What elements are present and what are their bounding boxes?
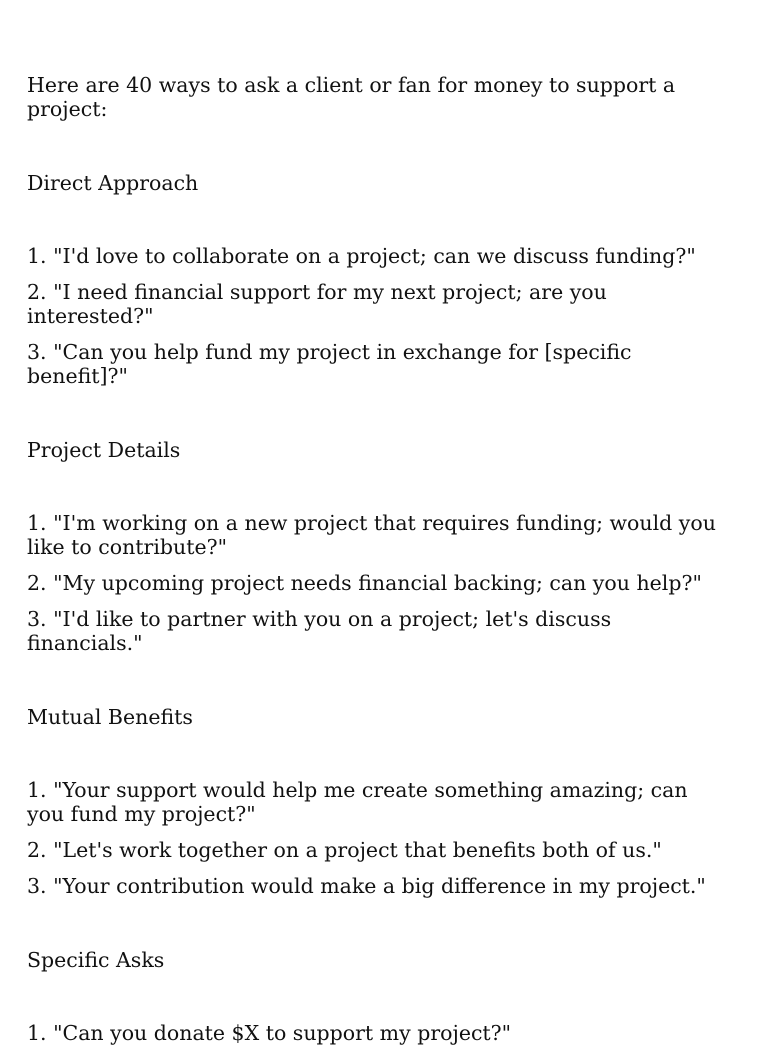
list-item: 2. "Let's work together on a project that benefits both of us." <box>27 838 662 862</box>
section-heading-project-details: Project Details <box>27 438 181 462</box>
section-list-direct-approach <box>27 244 727 388</box>
list-item: 3. "Can you help fund my project in exchange for [specific benefit]?" <box>27 340 632 388</box>
section-list-mutual-benefits <box>27 778 727 898</box>
list-item: 1. "Can you donate $X to support my project?" <box>27 1021 512 1045</box>
document-body <box>27 73 727 1045</box>
section-list-project-details <box>27 511 727 655</box>
list-item: 2. "My upcoming project needs financial backing; can you help?" <box>27 571 702 595</box>
list-item: 1. "I'd love to collaborate on a project; can we discuss funding?" <box>27 244 696 268</box>
section-heading-specific-asks: Specific Asks <box>27 948 165 972</box>
list-item: 3. "Your contribution would make a big difference in my project." <box>27 874 706 898</box>
list-item: 1. "Your support would help me create something amazing; can you fund my project?" <box>27 778 688 826</box>
list-item: 2. "I need financial support for my next project; are you interested?" <box>27 280 607 328</box>
list-item: 3. "I'd like to partner with you on a project; let's discuss financials." <box>27 607 612 655</box>
section-list-specific-asks <box>27 1021 727 1045</box>
section-heading-mutual-benefits: Mutual Benefits <box>27 705 193 729</box>
section-heading-direct-approach: Direct Approach <box>27 171 199 195</box>
intro-paragraph: Here are 40 ways to ask a client or fan for money to support a project: <box>27 73 676 121</box>
list-item: 1. "I'm working on a new project that requires funding; would you like to contribute?" <box>27 511 716 559</box>
